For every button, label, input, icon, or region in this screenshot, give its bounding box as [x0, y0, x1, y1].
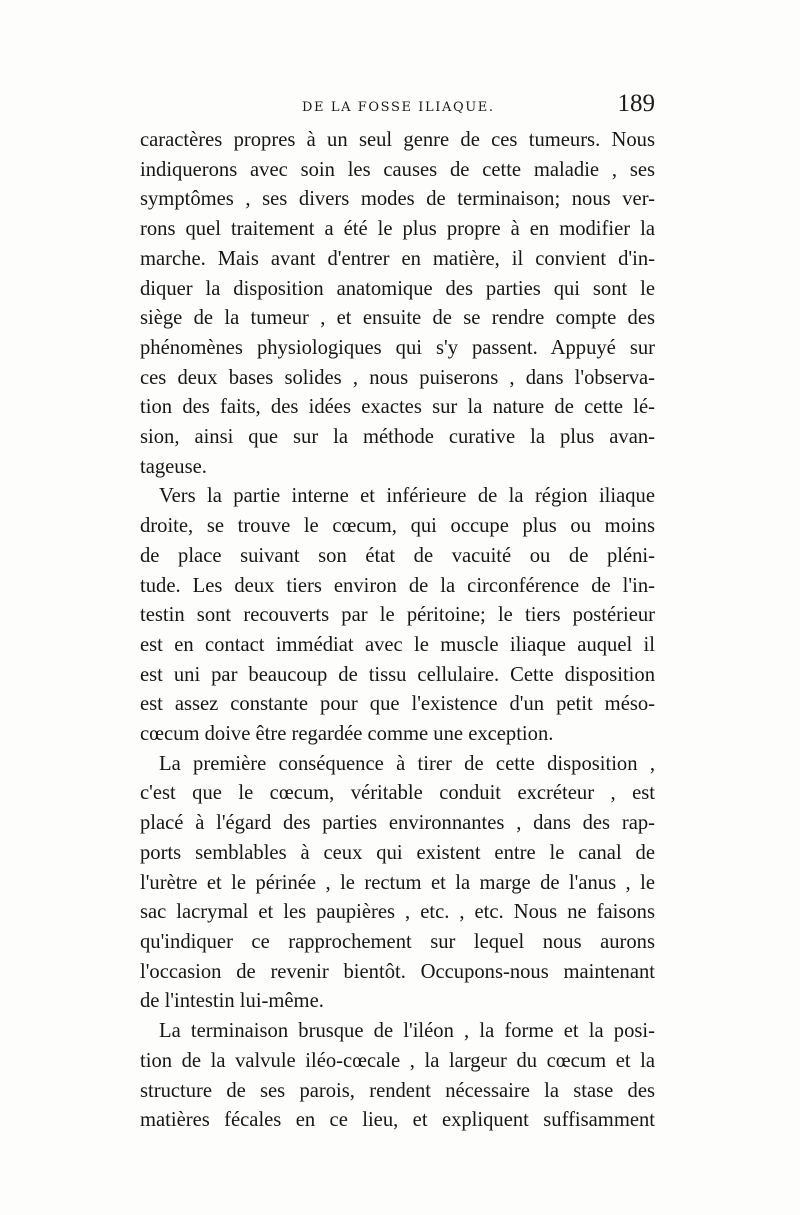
text-line: structure de ses parois, rendent nécessaire la stase des	[140, 1079, 655, 1102]
running-title: DE LA FOSSE ILIAQUE.	[302, 100, 495, 115]
text-line: La première conséquence à tirer de cette disposition ,	[159, 752, 655, 775]
text-line: ces deux bases solides , nous puiserons , dans l'observa-	[140, 366, 655, 389]
text-line: l'urètre et le périnée , le rectum et la marge de l'anus , le	[140, 871, 655, 894]
text-line: sac lacrymal et les paupières , etc. , etc. Nous ne faisons	[140, 901, 655, 924]
text-line: siège de la tumeur , et ensuite de se rendre compte des	[140, 307, 655, 330]
text-line: phénomènes physiologiques qui s'y passent. Appuyé sur	[140, 336, 655, 359]
text-line: Vers la partie interne et inférieure de la région iliaque	[159, 485, 655, 508]
text-line: La terminaison brusque de l'iléon , la forme et la posi-	[159, 1020, 655, 1043]
text-line: de place suivant son état de vacuité ou de pléni-	[140, 544, 655, 567]
text-line: marche. Mais avant d'entrer en matière, il convient d'in-	[140, 247, 655, 270]
text-line: caractères propres à un seul genre de ces tumeurs. Nous	[140, 129, 655, 151]
page-number: 189	[617, 90, 655, 117]
running-head	[140, 92, 655, 126]
text-line: sion, ainsi que sur la méthode curative la plus avan-	[140, 426, 655, 449]
text-line: placé à l'égard des parties environnantes , dans des rap-	[140, 812, 655, 835]
text-line: l'occasion de revenir bientôt. Occupons-nous maintenant	[140, 960, 655, 983]
text-line: droite, se trouve le cœcum, qui occupe plus ou moins	[140, 515, 655, 538]
text-line: diquer la disposition anatomique des parties qui sont le	[140, 277, 655, 300]
text-line: qu'indiquer ce rapprochement sur lequel nous aurons	[140, 930, 655, 953]
paragraph-2	[140, 482, 655, 749]
text-line: cœcum doive être regardée comme une exception.	[140, 723, 554, 746]
text-line: tion des faits, des idées exactes sur la nature de cette lé-	[140, 396, 655, 419]
text-line: est uni par beaucoup de tissu cellulaire. Cette disposition	[140, 663, 655, 686]
text-line: c'est que le cœcum, véritable conduit excréteur , est	[140, 782, 655, 805]
text-line: est en contact immédiat avec le muscle iliaque auquel il	[140, 633, 655, 656]
text-line: est assez constante pour que l'existence d'un petit méso-	[140, 693, 655, 716]
text-line: rons quel traitement a été le plus propre à en modifier la	[140, 218, 655, 241]
text-line: symptômes , ses divers modes de terminaison; nous ver-	[140, 188, 655, 211]
text-line: matières fécales en ce lieu, et expliquent suffisamment	[140, 1109, 655, 1132]
text-line: de l'intestin lui-même.	[140, 990, 324, 1013]
text-line: indiquerons avec soin les causes de cette maladie , ses	[140, 158, 655, 181]
body-text	[140, 126, 655, 1136]
text-line: testin sont recouverts par le péritoine; le tiers postérieur	[140, 604, 655, 627]
paragraph-4	[140, 1017, 655, 1136]
text-line: tion de la valvule iléo-cœcale , la largeur du cœcum et la	[140, 1049, 655, 1072]
paragraph-1	[140, 126, 655, 482]
text-line: tageuse.	[140, 455, 207, 478]
paragraph-3	[140, 750, 655, 1017]
text-line: ports semblables à ceux qui existent entre le canal de	[140, 841, 655, 864]
text-line: tude. Les deux tiers environ de la circonférence de l'in-	[140, 574, 655, 597]
